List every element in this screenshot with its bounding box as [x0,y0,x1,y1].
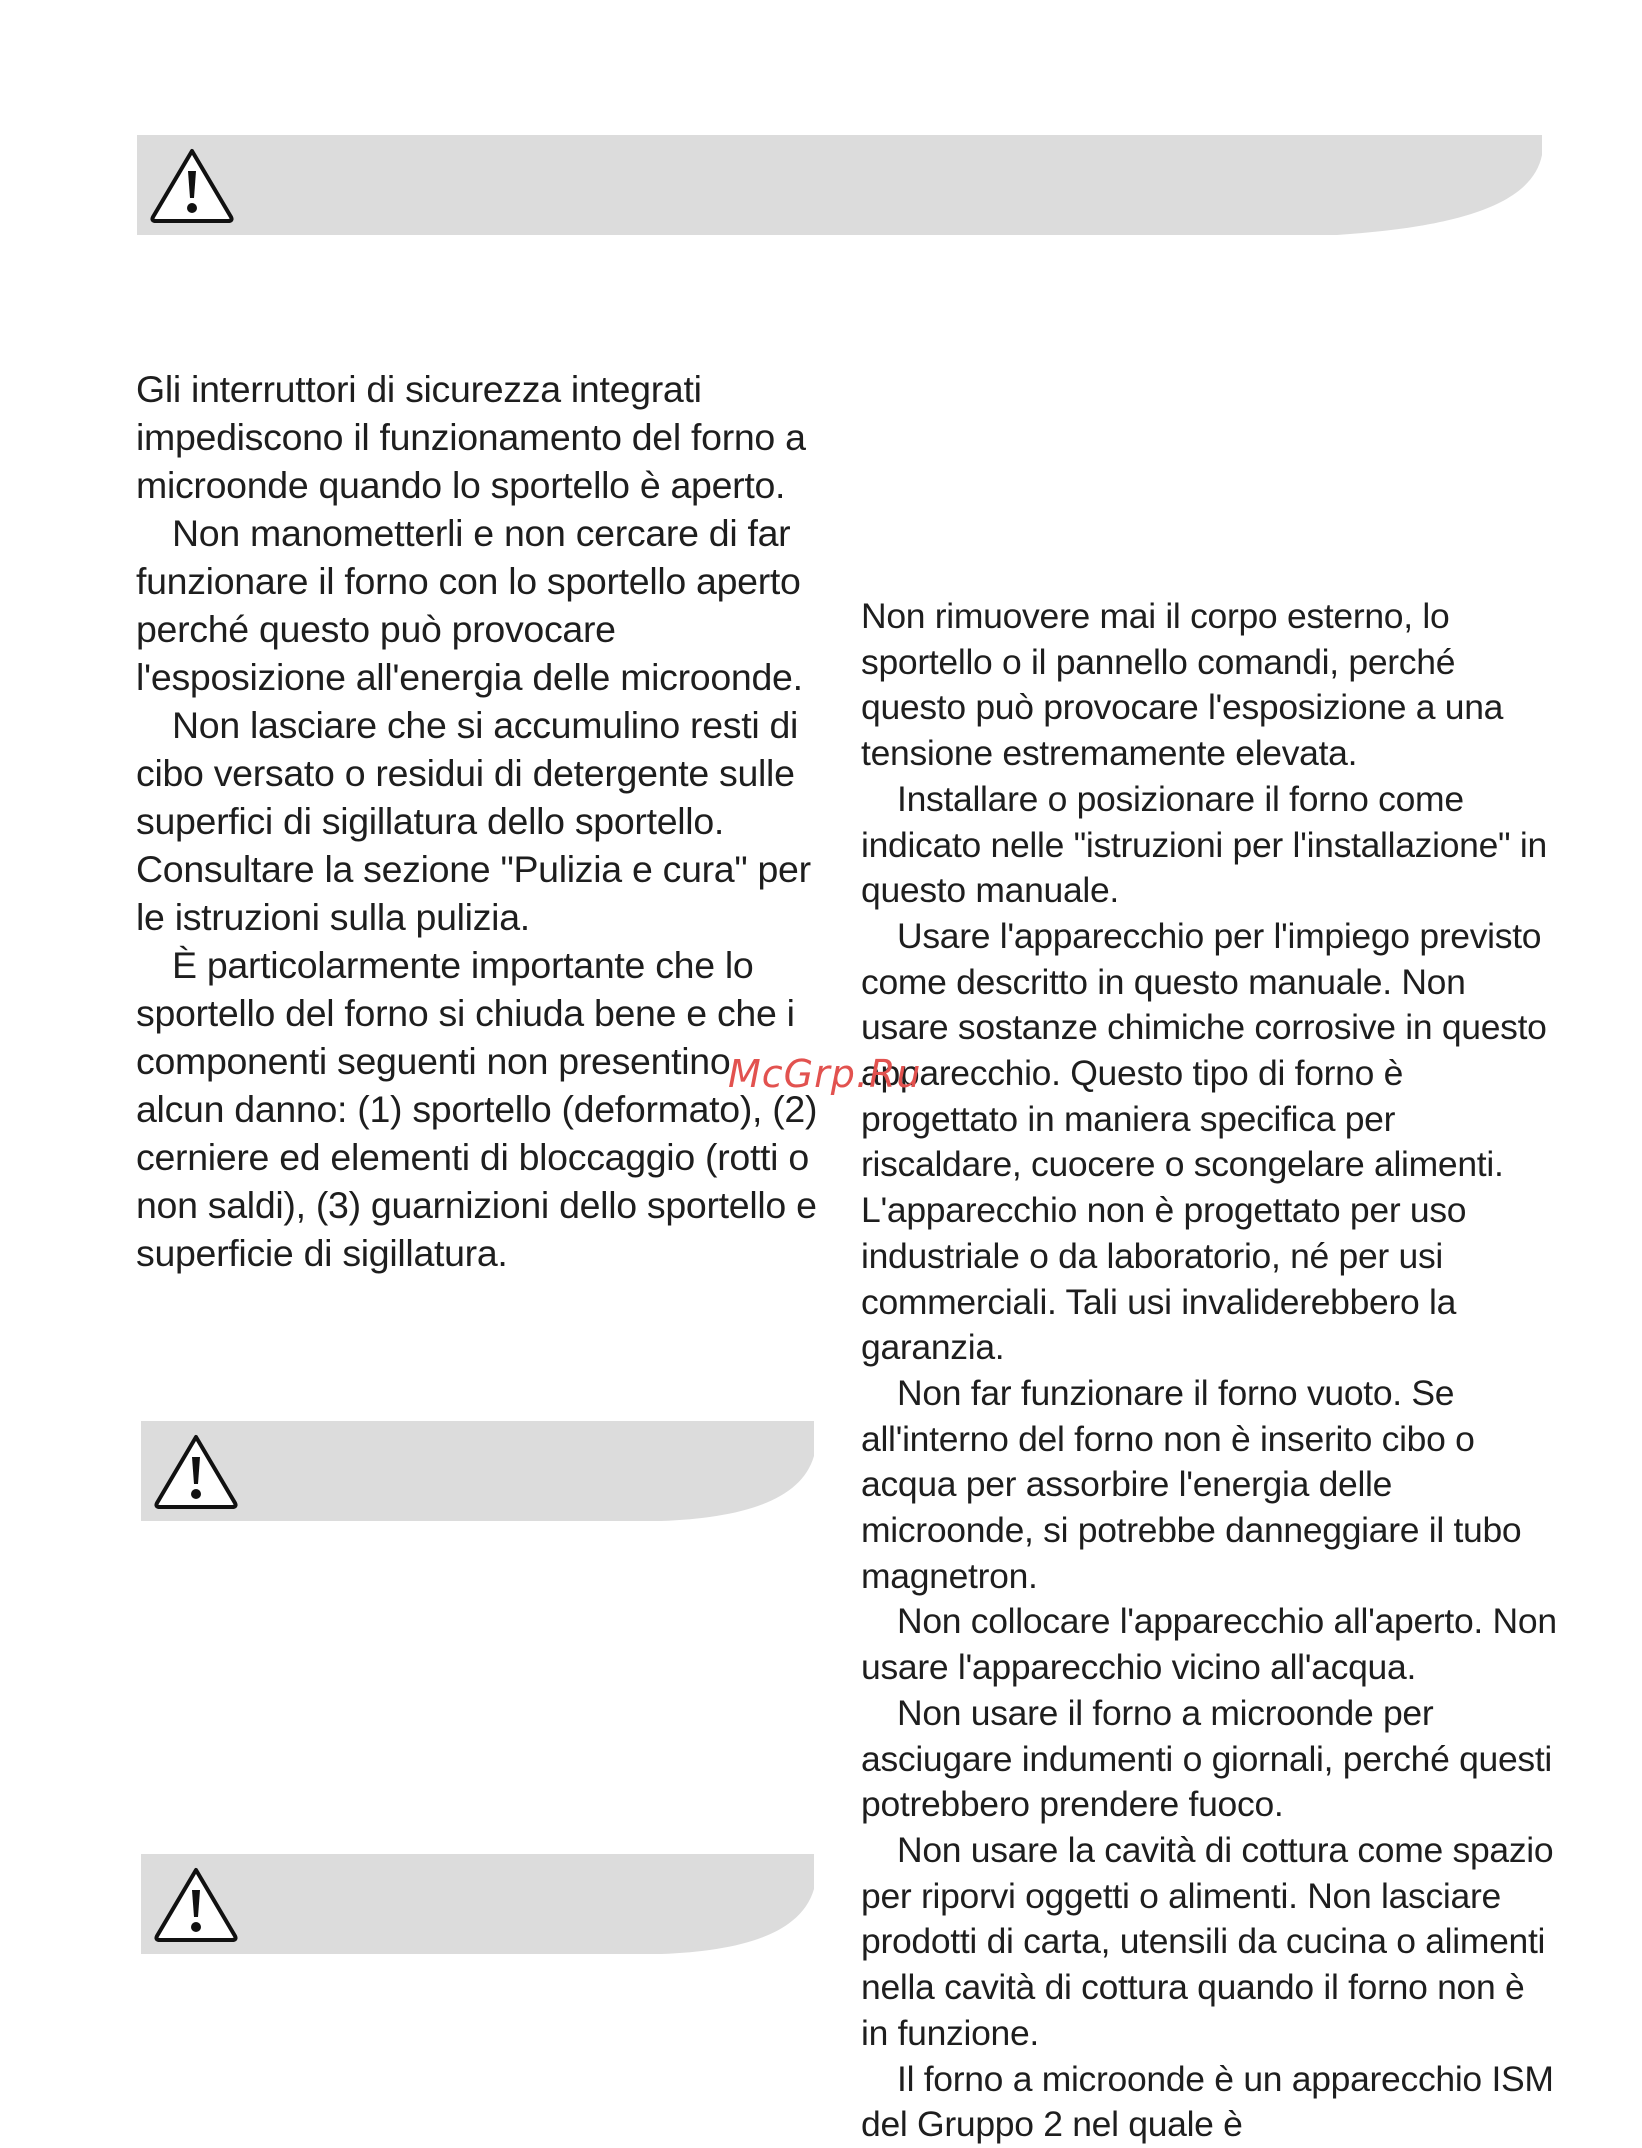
paragraph: Installare o posizionare il forno come indicato nelle "istruzioni per l'installazione" in questo manuale. [861,778,1547,911]
right-column-text [861,594,1561,2148]
paragraph: È particolarmente importante che lo sportello del forno si chiuda bene e che i componenti seguenti non presentino alcun danno: (1) sportello (deformato), (2) cerniere ed elementi di bloccaggio (rotti o non saldi), (3) guarnizioni dello sportello e superficie di sigillatura. [136,944,818,1274]
paragraph: Non far funzionare il forno vuoto. Se all'interno del forno non è inserito cibo o acqua per assorbire l'energia delle microonde, si potrebbe danneggiare il tubo magnetron. [861,1372,1522,1596]
paragraph: Usare l'apparecchio per l'impiego previsto come descritto in questo manuale. Non usare sostanze chimiche corrosive in questo apparecchio. Questo tipo di forno è progettato in maniera specifica per riscaldare, cuocere o scongelare alimenti. L'apparecchio non è progettato per uso industriale o da laboratorio, né per usi commerciali. Tali usi invaliderebbero la garanzia. [861,915,1547,1368]
left-column-text [136,365,826,1277]
warning-banner-middle [141,1421,814,1521]
paragraph: Non usare il forno a microonde per asciugare indumenti o giornali, perché questi potrebbero prendere fuoco. [861,1692,1553,1825]
paragraph: Non rimuovere mai il corpo esterno, lo sportello o il pannello comandi, perché questo può provocare l'esposizione a una tensione estremamente elevata. [861,596,1504,774]
warning-banner-lower [141,1854,814,1954]
paragraph: Non collocare l'apparecchio all'aperto. Non usare l'apparecchio vicino all'acqua. [861,1601,1557,1688]
paragraph: Non lasciare che si accumulino resti di cibo versato o residui di detergente sulle superfici di sigillatura dello sportello. Consultare la sezione "Pulizia e cura" per le istruzioni sulla pulizia. [136,704,811,938]
warning-triangle-icon [151,1431,241,1511]
warning-banner-top [137,135,1542,235]
paragraph: Il forno a microonde è un apparecchio ISM del Gruppo 2 nel quale è [861,2058,1554,2145]
paragraph: Gli interruttori di sicurezza integrati impediscono il funzionamento del forno a microonde quando lo sportello è aperto. [136,368,806,506]
watermark: McGrp.Ru [728,1052,922,1096]
paragraph: Non manometterli e non cercare di far funzionare il forno con lo sportello aperto perché questo può provocare l'esposizione all'energia delle microonde. [136,512,803,698]
warning-triangle-icon [151,1864,241,1944]
warning-triangle-icon [147,145,237,225]
paragraph: Non usare la cavità di cottura come spazio per riporvi oggetti o alimenti. Non lasciare prodotti di carta, utensili da cucina o alimenti nella cavità di cottura quando il forno non è in funzione. [861,1829,1554,2053]
